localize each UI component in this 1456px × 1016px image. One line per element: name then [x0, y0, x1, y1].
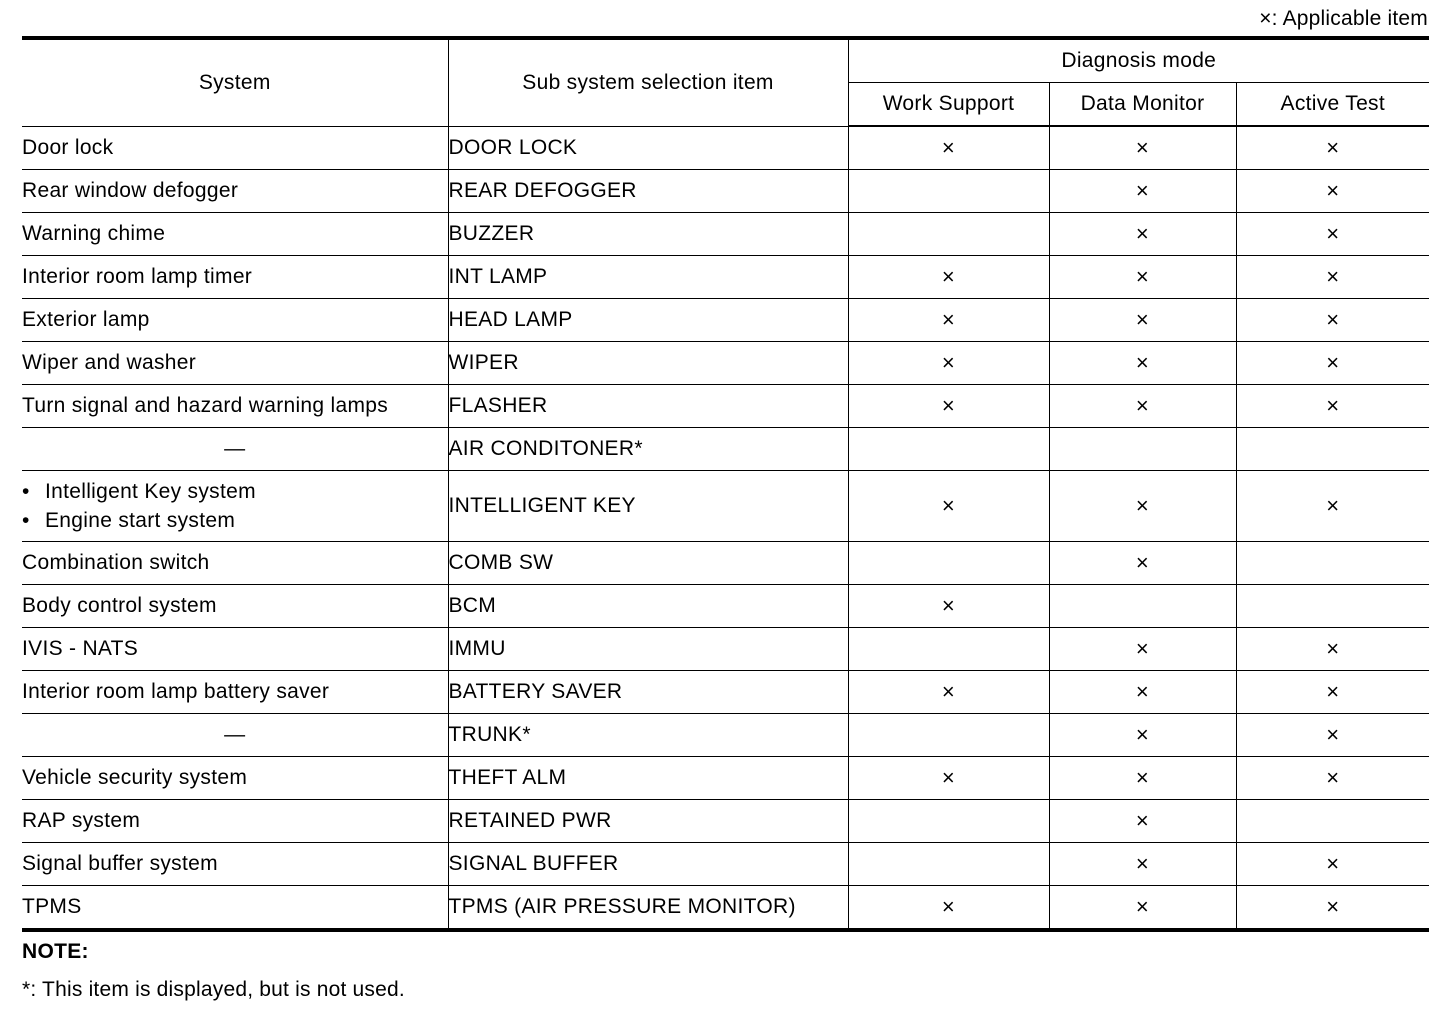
table-row — [22, 428, 1429, 471]
sub-system-cell: TPMS (AIR PRESSURE MONITOR) — [448, 886, 848, 931]
system-cell: — — [22, 428, 448, 471]
work-support-mark: × — [848, 256, 1049, 299]
active-test-mark: × — [1236, 671, 1429, 714]
table-header — [22, 38, 1429, 126]
data-monitor-mark: × — [1049, 886, 1236, 931]
data-monitor-mark: × — [1049, 671, 1236, 714]
table-row — [22, 170, 1429, 213]
sub-system-cell: REAR DEFOGGER — [448, 170, 848, 213]
active-test-mark: × — [1236, 342, 1429, 385]
sub-system-cell: COMB SW — [448, 542, 848, 585]
work-support-mark: × — [848, 299, 1049, 342]
table-row — [22, 256, 1429, 299]
sub-system-cell: BATTERY SAVER — [448, 671, 848, 714]
system-cell: Turn signal and hazard warning lamps — [22, 385, 448, 428]
table-row — [22, 671, 1429, 714]
active-test-mark — [1236, 585, 1429, 628]
active-test-mark: × — [1236, 757, 1429, 800]
header-diagnosis-mode: Diagnosis mode — [848, 38, 1429, 83]
note-title: NOTE: — [22, 940, 89, 963]
active-test-mark — [1236, 542, 1429, 585]
sub-system-cell: BUZZER — [448, 213, 848, 256]
work-support-mark: × — [848, 126, 1049, 170]
system-cell — [22, 471, 448, 542]
data-monitor-mark: × — [1049, 126, 1236, 170]
table-row — [22, 385, 1429, 428]
table-row — [22, 714, 1429, 757]
work-support-mark: × — [848, 385, 1049, 428]
header-work-support: Work Support — [848, 83, 1049, 127]
system-cell: Signal buffer system — [22, 843, 448, 886]
system-cell: Vehicle security system — [22, 757, 448, 800]
active-test-mark: × — [1236, 843, 1429, 886]
data-monitor-mark: × — [1049, 213, 1236, 256]
sub-system-cell: THEFT ALM — [448, 757, 848, 800]
active-test-mark: × — [1236, 256, 1429, 299]
work-support-mark — [848, 213, 1049, 256]
system-cell: Interior room lamp timer — [22, 256, 448, 299]
active-test-mark: × — [1236, 126, 1429, 170]
table-body — [22, 126, 1429, 930]
active-test-mark: × — [1236, 471, 1429, 542]
work-support-mark — [848, 628, 1049, 671]
data-monitor-mark: × — [1049, 542, 1236, 585]
data-monitor-mark — [1049, 428, 1236, 471]
table-row — [22, 757, 1429, 800]
table-row — [22, 342, 1429, 385]
data-monitor-mark: × — [1049, 843, 1236, 886]
data-monitor-mark — [1049, 585, 1236, 628]
table-row — [22, 542, 1429, 585]
active-test-mark: × — [1236, 213, 1429, 256]
table-row — [22, 628, 1429, 671]
header-sub-system: Sub system selection item — [448, 38, 848, 126]
table-row — [22, 471, 1429, 542]
system-cell: RAP system — [22, 800, 448, 843]
active-test-mark: × — [1236, 299, 1429, 342]
header-active-test: Active Test — [1236, 83, 1429, 127]
sub-system-cell: DOOR LOCK — [448, 126, 848, 170]
table-row — [22, 800, 1429, 843]
table-row — [22, 126, 1429, 170]
system-cell: TPMS — [22, 886, 448, 931]
diagnosis-table — [22, 36, 1429, 932]
system-cell: Body control system — [22, 585, 448, 628]
system-cell: Exterior lamp — [22, 299, 448, 342]
data-monitor-mark: × — [1049, 757, 1236, 800]
work-support-mark — [848, 428, 1049, 471]
table-row — [22, 886, 1429, 931]
sub-system-cell: INT LAMP — [448, 256, 848, 299]
data-monitor-mark: × — [1049, 471, 1236, 542]
system-bullet-list — [22, 477, 448, 535]
data-monitor-mark: × — [1049, 342, 1236, 385]
system-cell: IVIS - NATS — [22, 628, 448, 671]
table-row — [22, 585, 1429, 628]
work-support-mark: × — [848, 886, 1049, 931]
data-monitor-mark: × — [1049, 385, 1236, 428]
data-monitor-mark: × — [1049, 299, 1236, 342]
system-cell: Combination switch — [22, 542, 448, 585]
data-monitor-mark: × — [1049, 256, 1236, 299]
sub-system-cell: TRUNK* — [448, 714, 848, 757]
system-bullet-item: • Intelligent Key system — [22, 477, 448, 506]
work-support-mark — [848, 800, 1049, 843]
sub-system-cell: AIR CONDITONER* — [448, 428, 848, 471]
system-cell: Rear window defogger — [22, 170, 448, 213]
system-cell: Warning chime — [22, 213, 448, 256]
table-row — [22, 299, 1429, 342]
active-test-mark — [1236, 428, 1429, 471]
applicable-item-legend: ×: Applicable item — [1259, 7, 1428, 30]
data-monitor-mark: × — [1049, 170, 1236, 213]
work-support-mark — [848, 843, 1049, 886]
sub-system-cell: RETAINED PWR — [448, 800, 848, 843]
sub-system-cell: WIPER — [448, 342, 848, 385]
work-support-mark — [848, 542, 1049, 585]
work-support-mark: × — [848, 671, 1049, 714]
sub-system-cell: SIGNAL BUFFER — [448, 843, 848, 886]
table-row — [22, 213, 1429, 256]
work-support-mark: × — [848, 471, 1049, 542]
table-row — [22, 843, 1429, 886]
header-system: System — [22, 38, 448, 126]
active-test-mark: × — [1236, 628, 1429, 671]
active-test-mark: × — [1236, 170, 1429, 213]
system-cell: Interior room lamp battery saver — [22, 671, 448, 714]
data-monitor-mark: × — [1049, 714, 1236, 757]
system-cell: Door lock — [22, 126, 448, 170]
data-monitor-mark: × — [1049, 628, 1236, 671]
work-support-mark: × — [848, 585, 1049, 628]
sub-system-cell: HEAD LAMP — [448, 299, 848, 342]
sub-system-cell: INTELLIGENT KEY — [448, 471, 848, 542]
note-text: *: This item is displayed, but is not used. — [22, 978, 405, 1001]
work-support-mark — [848, 170, 1049, 213]
active-test-mark: × — [1236, 886, 1429, 931]
active-test-mark — [1236, 800, 1429, 843]
work-support-mark: × — [848, 342, 1049, 385]
work-support-mark: × — [848, 757, 1049, 800]
header-data-monitor: Data Monitor — [1049, 83, 1236, 127]
sub-system-cell: IMMU — [448, 628, 848, 671]
data-monitor-mark: × — [1049, 800, 1236, 843]
active-test-mark: × — [1236, 385, 1429, 428]
sub-system-cell: BCM — [448, 585, 848, 628]
system-cell: — — [22, 714, 448, 757]
system-bullet-item: • Engine start system — [22, 506, 448, 535]
work-support-mark — [848, 714, 1049, 757]
system-cell: Wiper and washer — [22, 342, 448, 385]
active-test-mark: × — [1236, 714, 1429, 757]
sub-system-cell: FLASHER — [448, 385, 848, 428]
